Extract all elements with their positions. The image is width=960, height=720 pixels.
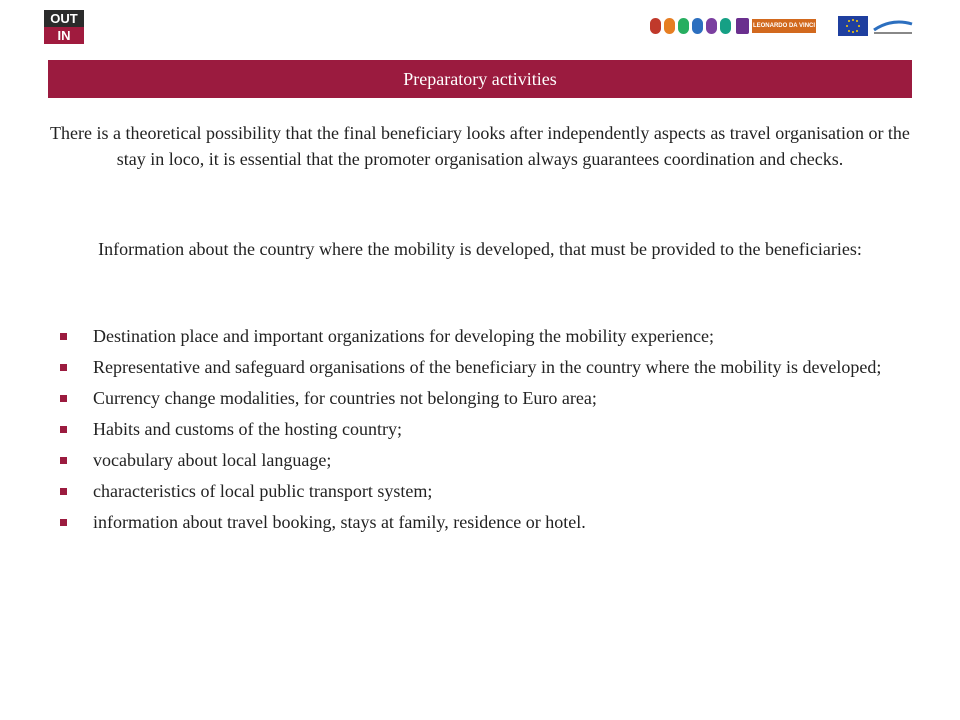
bullet-icon (60, 426, 67, 433)
bullet-icon (60, 333, 67, 340)
partner-logos (650, 16, 915, 38)
logo-out-text: OUT (44, 10, 84, 27)
list-item (58, 512, 918, 532)
list-item-text: Currency change modalities, for countries not belonging to Euro area; (93, 388, 597, 408)
slide-title-bar (48, 60, 912, 98)
list-item (58, 388, 918, 408)
out-in-logo (44, 10, 84, 44)
intro-paragraph: There is a theoretical possibility that the final beneficiary looks after independently aspects as travel organisation or the stay in loco, it is essential that the promoter organisation always guarantees coordination and checks. (50, 123, 910, 169)
llp-logo (736, 18, 749, 34)
bullet-icon (60, 395, 67, 402)
info-paragraph: Information about the country where the mobility is developed, that must be provided to the beneficiaries: (98, 239, 862, 259)
eu-flag-icon (838, 16, 868, 36)
bullet-icon (60, 519, 67, 526)
bullet-icon (60, 364, 67, 371)
list-item (58, 419, 918, 439)
list-item (58, 357, 918, 377)
list-item (58, 326, 918, 346)
logo-in-text: IN (44, 27, 84, 44)
list-item-text: vocabulary about local language; (93, 450, 332, 470)
list-item (58, 481, 918, 501)
list-item-text: Habits and customs of the hosting country; (93, 419, 402, 439)
slide-title: Preparatory activities (403, 69, 557, 89)
bullet-icon (60, 457, 67, 464)
bullet-list (58, 326, 918, 543)
lifelong-learning-logo (872, 16, 914, 38)
partner-dots-logo (650, 18, 731, 34)
bullet-icon (60, 488, 67, 495)
list-item-text: characteristics of local public transport system; (93, 481, 433, 501)
list-item-text: Representative and safeguard organisations of the beneficiary in the country where the mobility is developed; (93, 357, 882, 377)
list-item-text: information about travel booking, stays at family, residence or hotel. (93, 512, 586, 532)
list-item (58, 450, 918, 470)
leonardo-da-vinci-logo: LEONARDO DA VINCI (752, 19, 816, 33)
list-item-text: Destination place and important organizations for developing the mobility experience; (93, 326, 714, 346)
